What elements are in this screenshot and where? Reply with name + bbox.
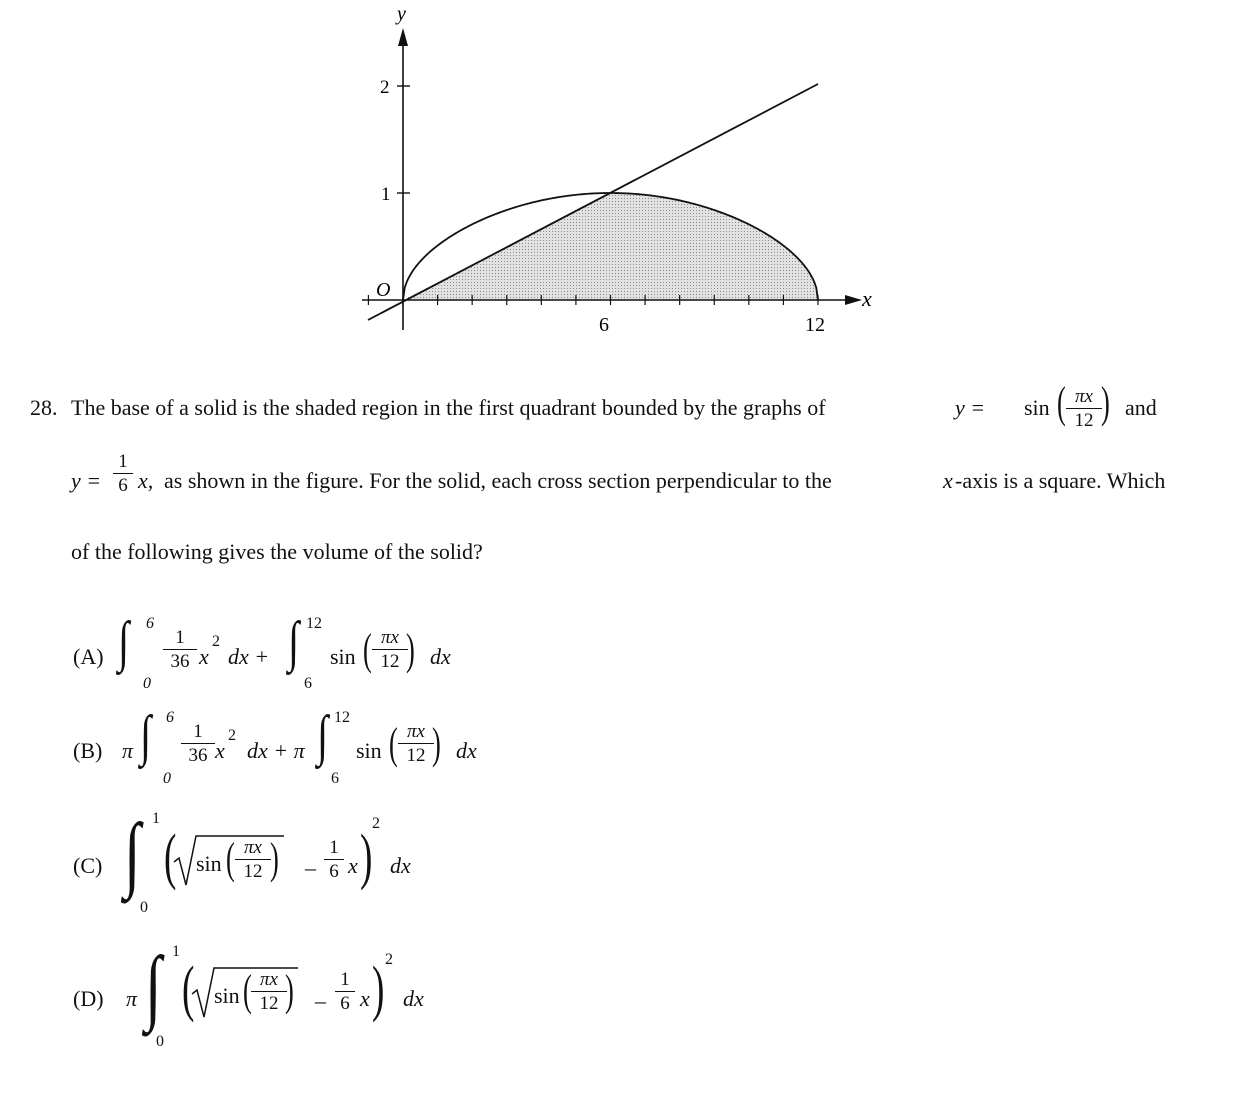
dx: dx	[403, 986, 424, 1011]
big-paren-right: )	[372, 955, 385, 1023]
paren-right: )	[406, 625, 415, 674]
sin: sin	[214, 983, 240, 1008]
integral-sign: ∫	[140, 705, 152, 767]
question-line-3: of the following gives the volume of the solid?	[71, 539, 483, 564]
fraction-pix-12: πx 12	[372, 628, 408, 671]
upper-limit: 6	[146, 615, 154, 632]
question-x-comma: x,	[138, 468, 154, 493]
fraction-1-6: 1 6	[113, 452, 133, 495]
dx: dx	[456, 738, 477, 763]
sin: sin	[330, 644, 356, 669]
lower-limit: 0	[156, 1033, 164, 1050]
x-axis-arrow	[845, 295, 862, 305]
question-sin: sin	[1024, 395, 1050, 420]
paren-left: (	[389, 719, 398, 768]
paren-left: (	[243, 966, 252, 1015]
y-axis-arrow	[398, 28, 408, 46]
paren-left: (	[363, 625, 372, 674]
term-x: x	[215, 738, 225, 763]
dx: dx	[430, 644, 451, 669]
question-y-eq-2: y =	[71, 468, 102, 493]
paren-left: (	[1057, 378, 1066, 427]
exponent-2: 2	[372, 815, 380, 832]
pi: π	[126, 986, 138, 1011]
fraction-pix-12: πx 12	[1066, 387, 1102, 430]
big-paren-left: (	[164, 823, 177, 891]
question-line-1: The base of a solid is the shaded region in the first quadrant bounded by the graphs of	[71, 395, 826, 420]
minus: –	[305, 855, 316, 880]
x: x	[348, 853, 358, 878]
upper-limit: 1	[152, 810, 160, 827]
integral-sign: ∫	[145, 940, 162, 1033]
term-x: x	[199, 644, 209, 669]
y-tick-label-2: 2	[380, 77, 390, 98]
x-tick-label-12: 12	[805, 314, 825, 336]
question-y-eq: y =	[955, 395, 986, 420]
choice-b-label: (B)	[73, 738, 103, 763]
lower-limit: 0	[140, 899, 148, 916]
paren-right: )	[285, 966, 294, 1015]
question-line-2: as shown in the figure. For the solid, each cross section perpendicular to the	[164, 468, 832, 493]
dx-plus-pi: dx + π	[247, 738, 305, 763]
fraction-1-36: 1 36	[163, 628, 197, 671]
lower-limit: 6	[331, 770, 339, 787]
integral-sign: ∫	[124, 807, 141, 900]
choice-d-label: (D)	[73, 986, 104, 1011]
question-and: and	[1125, 395, 1157, 420]
origin-label: O	[376, 279, 391, 301]
fraction-1-6: 1 6	[335, 970, 355, 1013]
x-tick-label-6: 6	[599, 314, 609, 336]
y-tick-label-1: 1	[381, 184, 391, 205]
integral-sign: ∫	[118, 611, 130, 673]
upper-limit: 1	[172, 943, 180, 960]
paren-right: )	[1101, 378, 1110, 427]
pi: π	[122, 738, 134, 763]
big-paren-right: )	[360, 823, 373, 891]
integral-sign: ∫	[317, 705, 329, 767]
question-x-axis: x	[943, 468, 953, 493]
fraction-1-6: 1 6	[324, 838, 344, 881]
sin: sin	[356, 738, 382, 763]
upper-limit: 12	[306, 615, 322, 632]
shaded-region	[403, 193, 818, 300]
integral-sign: ∫	[288, 611, 300, 673]
fraction-pix-12: πx 12	[398, 722, 434, 765]
dx: dx	[390, 853, 411, 878]
fraction-1-36: 1 36	[181, 722, 215, 765]
choice-a-label: (A)	[73, 644, 104, 669]
x: x	[360, 986, 370, 1011]
big-paren-left: (	[182, 955, 195, 1023]
paren-right: )	[270, 834, 279, 883]
lower-limit: 0	[143, 675, 151, 692]
fraction-pix-12: πx 12	[235, 838, 271, 881]
region-graph	[0, 0, 1241, 345]
paren-right: )	[432, 719, 441, 768]
fraction-pix-12: πx 12	[251, 970, 287, 1013]
exponent-2: 2	[228, 727, 236, 744]
exponent-2: 2	[212, 633, 220, 650]
question-number: 28.	[30, 395, 58, 420]
choice-c-label: (C)	[73, 853, 103, 878]
sin: sin	[196, 851, 222, 876]
y-axis-label: y	[397, 3, 406, 25]
dx-plus: dx +	[228, 644, 270, 669]
upper-limit: 12	[334, 709, 350, 726]
paren-left: (	[226, 834, 235, 883]
minus: –	[315, 988, 326, 1013]
question-line-2-end: -axis is a square. Which	[955, 468, 1166, 493]
x-axis-label: x	[862, 286, 872, 311]
lower-limit: 0	[163, 770, 171, 787]
upper-limit: 6	[166, 709, 174, 726]
lower-limit: 6	[304, 675, 312, 692]
exponent-2: 2	[385, 951, 393, 968]
